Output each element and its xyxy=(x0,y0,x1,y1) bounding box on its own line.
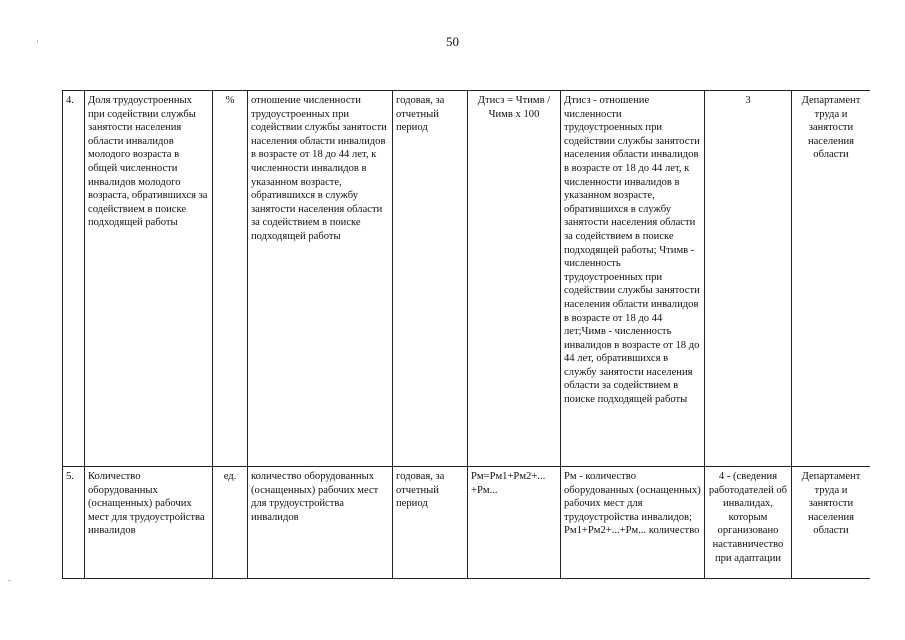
unit-of-measure: % xyxy=(213,91,248,467)
row-number: 5. xyxy=(63,467,85,580)
row-number: 4. xyxy=(63,91,85,467)
responsible-body: Департамент труда и занятости населения области xyxy=(792,91,871,467)
unit-of-measure: ед. xyxy=(213,467,248,580)
periodicity: годовая, за отчетный период xyxy=(393,467,468,580)
formula-variables: Рм - количество оборудованных (оснащенных) рабочих мест для трудоустройства инвалидов; Рм1+Рм2+...+Рм... количество xyxy=(561,467,705,580)
indicator-definition: отношение численности трудоустроенных при содействии службы занятости населения области инвалидов в возрасте от 18 до 44 лет, к численности инвалидов в указанном возрасте, обратившихся в службу занятости населения области за содействием в поиске подходящей работы xyxy=(248,91,393,467)
indicator-name: Доля трудоустроенных при содействии службы занятости населения области инвалидов молодого возраста в общей численности инвалидов молодого возраста, обратившихся за содействием в поиске подходящей работы xyxy=(85,91,213,467)
formula-variables: Дтисз - отношение численности трудоустроенных при содействии службы занятости населения области инвалидов в возрасте от 18 до 44 лет, к численности инвалидов в указанном возрасте, обратившихся в службу занятости населения области за содействием в поиске подходящей работы; Чтимв - численность трудоустроенных при содействии службы занятости населения области инвалидов в возрасте от 18 до 44 лет;Чимв - численность инвалидов в возрасте от 18 до 44 лет, обратившихся в службу занятости населения области за содействием в поиске подходящей работы xyxy=(561,91,705,467)
table-row xyxy=(63,91,871,467)
scan-artifact xyxy=(37,40,38,43)
calculation-formula: Рм=Рм1+Рм2+... +Рм... xyxy=(468,467,561,580)
table-row xyxy=(63,467,871,580)
indicator-definition: количество оборудованных (оснащенных) рабочих мест для трудоустройства инвалидов xyxy=(248,467,393,580)
data-source: 4 - (сведения работодателей об инвалидах, которым организовано наставничество при адаптации xyxy=(705,467,792,580)
responsible-body: Департамент труда и занятости населения области xyxy=(792,467,871,580)
page-number: 50 xyxy=(446,34,459,49)
indicator-table-container xyxy=(62,90,870,579)
scan-artifact xyxy=(8,580,11,581)
data-source: 3 xyxy=(705,91,792,467)
indicator-name: Количество оборудованных (оснащенных) рабочих мест для трудоустройства инвалидов xyxy=(85,467,213,580)
indicator-table xyxy=(62,90,870,579)
calculation-formula: Дтисз = Чтимв / Чимв х 100 xyxy=(468,91,561,467)
periodicity: годовая, за отчетный период xyxy=(393,91,468,467)
